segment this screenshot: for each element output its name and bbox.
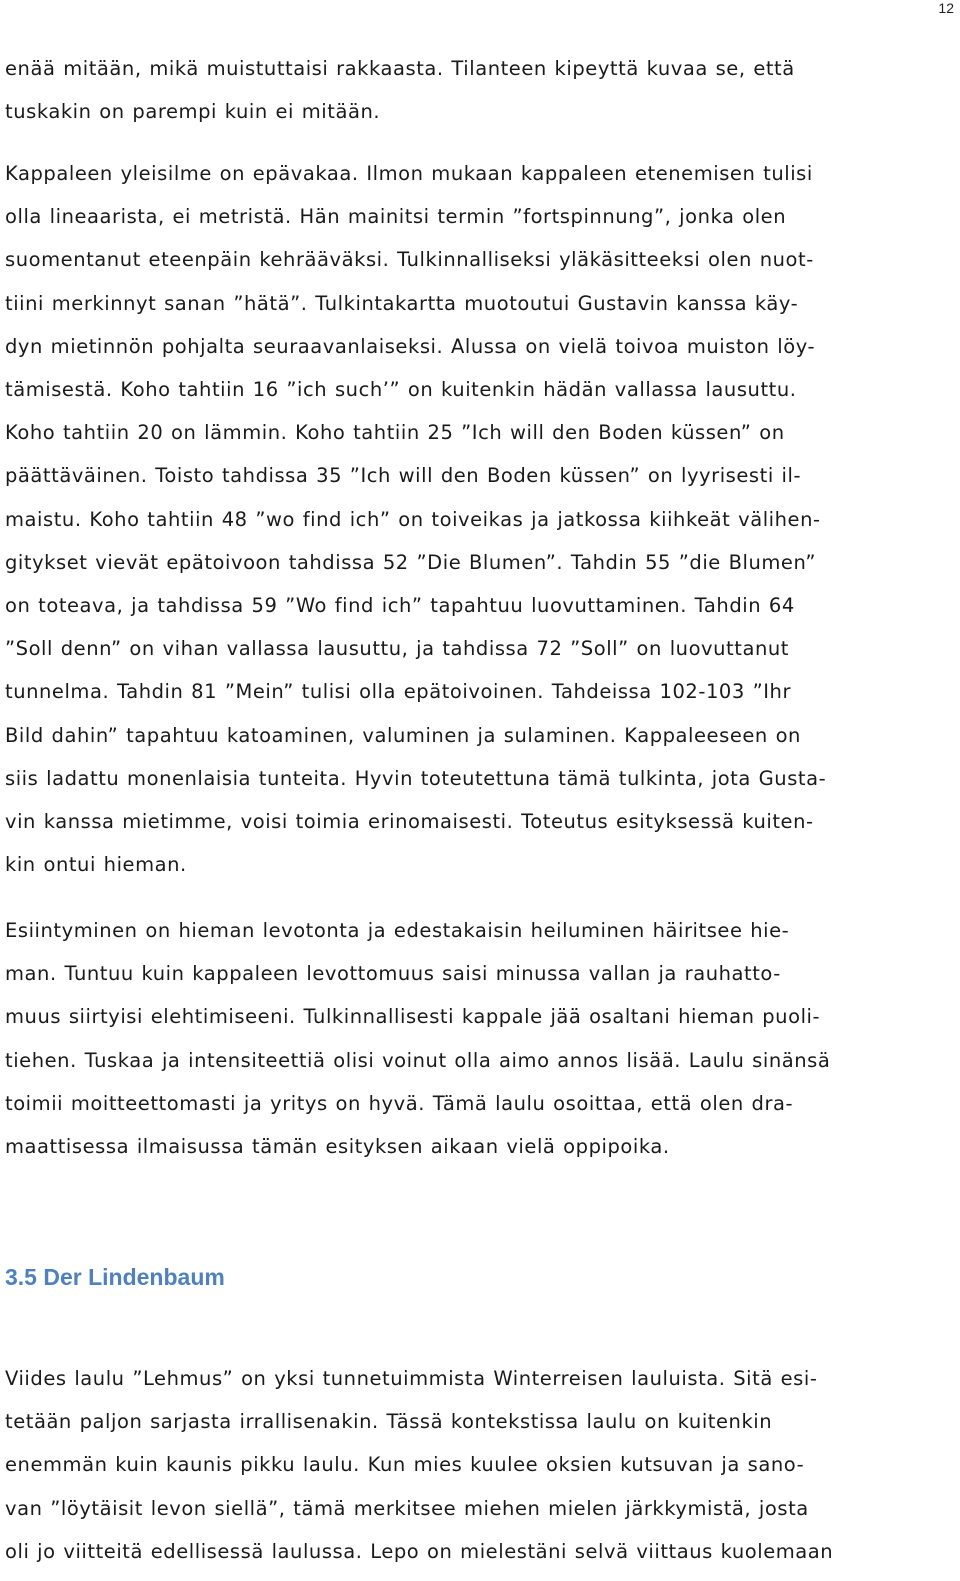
text-line: tiehen. Tuskaa ja intensiteettiä olisi voinut olla aimo annos lisää. Laulu sinänsä	[5, 1048, 831, 1072]
text-line: tetään paljon sarjasta irrallisenakin. Tässä kontekstissa laulu on kuitenkin	[5, 1410, 773, 1434]
text-line: van ”löytäisit levon siellä”, tämä merkitsee miehen mielen järkkymistä, josta	[5, 1496, 809, 1520]
section-heading: 3.5 Der Lindenbaum	[5, 1264, 225, 1290]
paragraph-3	[5, 909, 830, 1168]
text-line: Viides laulu ”Lehmus” on yksi tunnetuimmista Winterreisen lauluista. Sitä esi-	[5, 1367, 818, 1390]
page-number: 12	[938, 0, 954, 16]
text-line: tiini merkinnyt sanan ”hätä”. Tulkintakartta muotoutui Gustavin kanssa käy-	[5, 291, 799, 315]
text-line: siis ladattu monenlaisia tunteita. Hyvin toteutettuna tämä tulkinta, jota Gusta-	[5, 766, 827, 790]
text-line: oli jo viitteitä edellisessä laulussa. Lepo on mielestäni selvä viittaus kuolemaan	[5, 1539, 834, 1563]
text-line: toimii moitteettomasti ja yritys on hyvä. Tämä laulu osoittaa, että olen dra-	[5, 1091, 794, 1115]
text-line: man. Tuntuu kuin kappaleen levottomuus saisi minussa vallan ja rauhatto-	[5, 962, 781, 986]
text-line: Esiintyminen on hieman levotonta ja edestakaisin heiluminen häiritsee hie-	[5, 919, 790, 942]
text-line: olla lineaarista, ei metristä. Hän mainitsi termin ”fortspinnung”, jonka olen	[5, 205, 787, 229]
text-line: on toteava, ja tahdissa 59 ”Wo find ich” tapahtuu luovuttaminen. Tahdin 64	[5, 594, 795, 618]
text-line: maattisessa ilmaisussa tämän esityksen aikaan vielä oppipoika.	[5, 1135, 670, 1159]
text-line: enemmän kuin kaunis pikku laulu. Kun mies kuulee oksien kutsuvan ja sano-	[5, 1453, 805, 1477]
text-line: vin kanssa mietimme, voisi toimia erinomaisesti. Toteutus esityksessä kuiten-	[5, 810, 814, 834]
paragraph-1	[5, 47, 795, 133]
text-line: dyn mietinnön pohjalta seuraavanlaiseksi. Alussa on vielä toivoa muiston löy-	[5, 334, 816, 358]
text-line: enää mitään, mikä muistuttaisi rakkaasta. Tilanteen kipeyttä kuvaa se, että	[5, 57, 795, 80]
text-line: suomentanut eteenpäin kehrääväksi. Tulkinnalliseksi yläkäsitteeksi olen nuot-	[5, 248, 814, 272]
text-line: tämisestä. Koho tahtiin 16 ”ich such’” on kuitenkin hädän vallassa lausuttu.	[5, 378, 797, 402]
text-line: gitykset vievät epätoivoon tahdissa 52 ”Die Blumen”. Tahdin 55 ”die Blumen”	[5, 550, 816, 574]
text-line: Koho tahtiin 20 on lämmin. Koho tahtiin 25 ”Ich will den Boden küssen” on	[5, 421, 785, 445]
paragraph-2	[5, 152, 826, 886]
text-line: muus siirtyisi elehtimiseeni. Tulkinnallisesti kappale jää osaltani hieman puoli-	[5, 1005, 821, 1029]
text-line: tuskakin on parempi kuin ei mitään.	[5, 100, 381, 124]
text-line: Kappaleen yleisilme on epävakaa. Ilmon mukaan kappaleen etenemisen tulisi	[5, 162, 813, 185]
text-line: Bild dahin” tapahtuu katoaminen, valuminen ja sulaminen. Kappaleeseen on	[5, 723, 801, 747]
text-line: maistu. Koho tahtiin 48 ”wo find ich” on toiveikas ja jatkossa kiihkeät välihen-	[5, 507, 821, 531]
text-line: tunnelma. Tahdin 81 ”Mein” tulisi olla epätoivoinen. Tahdeissa 102-103 ”Ihr	[5, 680, 792, 704]
text-line: päättäväinen. Toisto tahdissa 35 ”Ich will den Boden küssen” on lyyrisesti il-	[5, 464, 802, 488]
paragraph-4	[5, 1357, 833, 1573]
text-line: kin ontui hieman.	[5, 853, 187, 877]
text-line: ”Soll denn” on vihan vallassa lausuttu, ja tahdissa 72 ”Soll” on luovuttanut	[5, 637, 789, 661]
